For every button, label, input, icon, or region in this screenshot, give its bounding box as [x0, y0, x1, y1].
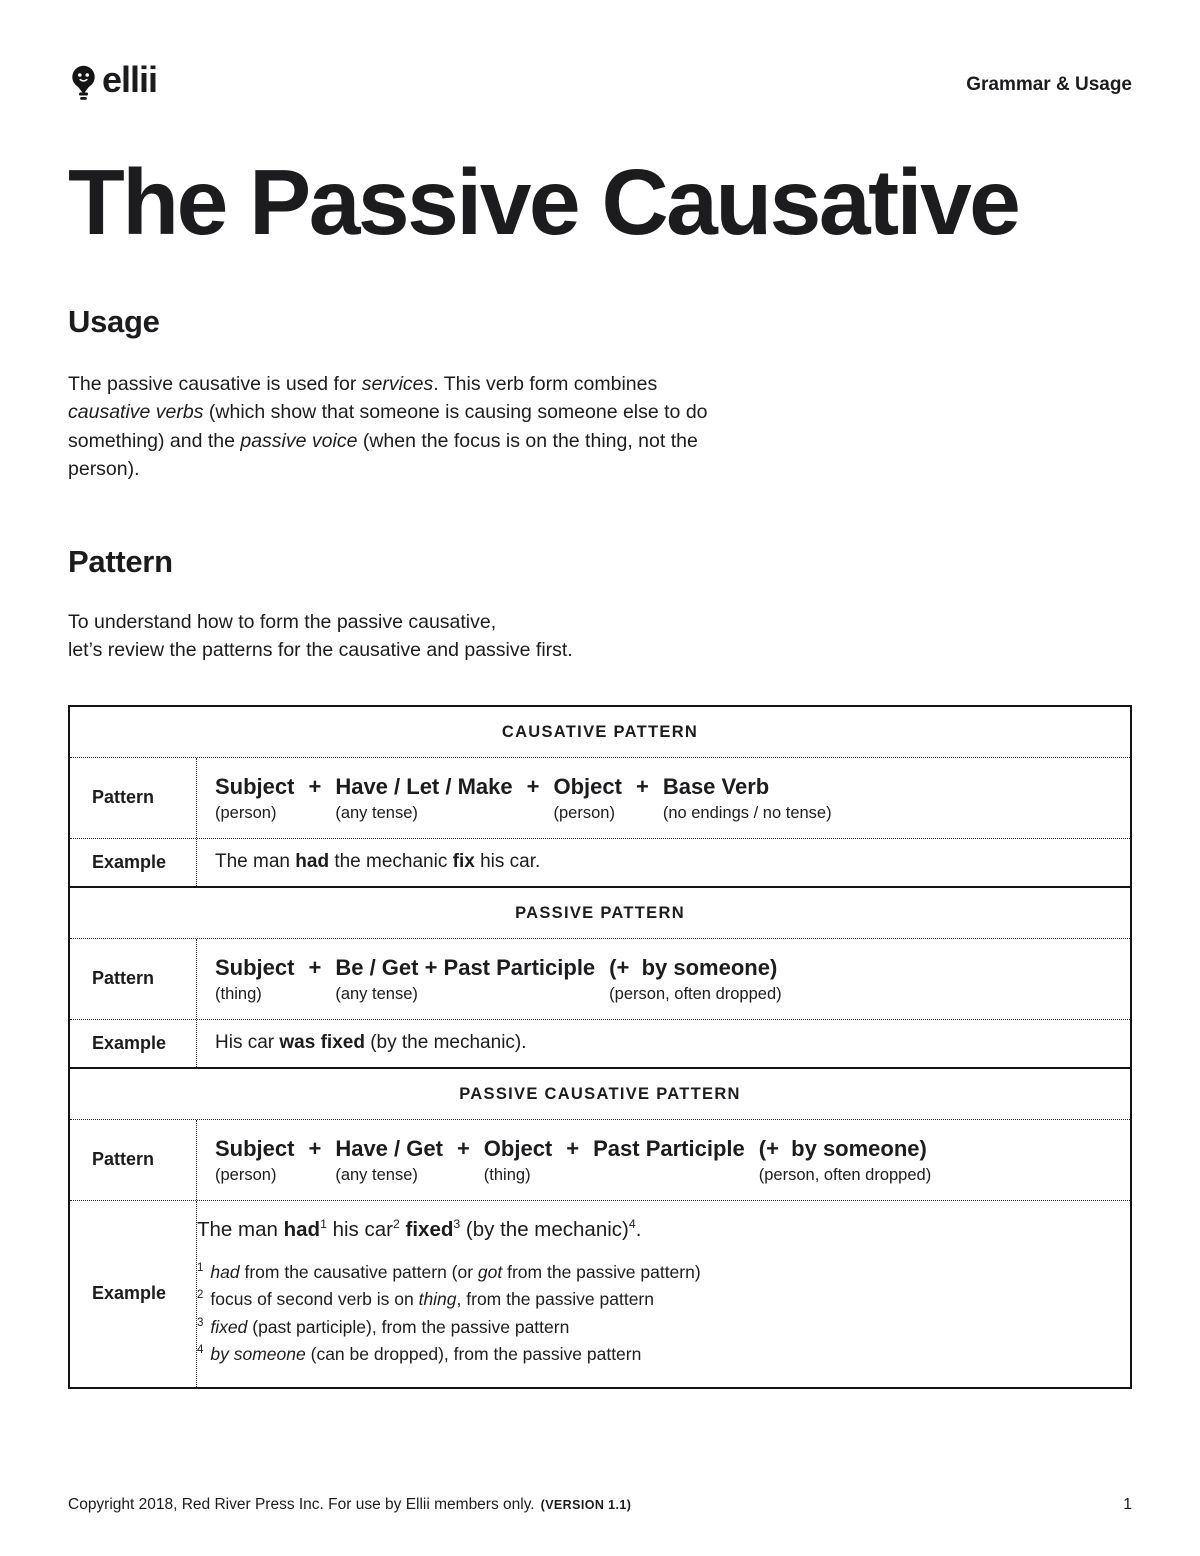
- formula-term-block: Have / Get (any tense): [335, 1135, 443, 1184]
- pattern-intro: To understand how to form the passive causative, let’s review the patterns for the causative and passive first.: [68, 610, 573, 662]
- doc-type-label: Grammar & Usage: [966, 74, 1132, 95]
- causative-example: The man had the mechanic fix his car.: [215, 850, 541, 872]
- passive-causative-example: The man had$^1$ his car$^2$ fixed$^3$ (by the mechanic)$^4$.: [197, 1216, 642, 1241]
- example-row: [70, 838, 1130, 886]
- row-label-pattern: Pattern: [70, 939, 197, 1019]
- grammar-pattern-table: [68, 705, 1132, 1389]
- usage-heading: Usage: [68, 303, 160, 339]
- plus-separator: +: [526, 773, 540, 799]
- lightbulb-face-icon: [68, 62, 99, 102]
- table-section-passive-causative: [70, 1067, 1130, 1387]
- formula-term-block: (+ by someone) (person, often dropped): [758, 1135, 932, 1184]
- page-number: 1: [1123, 1496, 1132, 1513]
- pattern-row: [70, 758, 1130, 838]
- plus-separator: +: [635, 773, 649, 799]
- page-title: The Passive Causative: [68, 150, 1019, 254]
- version-label: (VERSION 1.1): [540, 1498, 632, 1512]
- formula-term-block: Subject (person): [215, 1135, 295, 1184]
- formula-term-block: Subject (thing): [215, 954, 295, 1003]
- formula-term-block: Subject (person): [215, 773, 295, 822]
- example-row: [70, 1200, 1130, 1387]
- section-title: PASSIVE CAUSATIVE PATTERN: [70, 1069, 1130, 1120]
- causative-formula: [215, 758, 1130, 838]
- passive-formula: [215, 939, 1130, 1019]
- footnote: $^4$ by someone (can be dropped), from the passive pattern: [197, 1344, 642, 1365]
- section-title: CAUSATIVE PATTERN: [70, 707, 1130, 758]
- top-bar: [68, 0, 1132, 102]
- table-section-causative: [70, 707, 1130, 886]
- row-label-example: Example: [70, 1020, 197, 1067]
- row-label-pattern: Pattern: [70, 758, 197, 838]
- usage-paragraph: The passive causative is used for services. This verb form combines causative verbs (which show that someone is causing someone else to do something) and the passive voice (when the focus is on the thing, not the person).: [68, 372, 708, 481]
- copyright-text: Copyright 2018, Red River Press Inc. For use by Ellii members only.: [68, 1496, 535, 1513]
- passive-example: His car was fixed (by the mechanic).: [215, 1031, 527, 1053]
- formula-term-block: Be / Get + Past Participle (any tense): [335, 954, 596, 1003]
- formula-term-block: Object (thing): [483, 1135, 553, 1184]
- row-label-example: Example: [70, 1201, 197, 1387]
- logo-text: ellii: [102, 59, 158, 100]
- footnote: $^3$ fixed (past participle), from the passive pattern: [197, 1316, 570, 1337]
- passive-causative-formula: [215, 1120, 1130, 1200]
- table-section-passive: [70, 886, 1130, 1067]
- row-label-pattern: Pattern: [70, 1120, 197, 1200]
- ellii-logo: [68, 59, 158, 102]
- plus-separator: +: [308, 1135, 322, 1161]
- pattern-heading: Pattern: [68, 543, 173, 579]
- plus-separator: +: [566, 1135, 580, 1161]
- plus-separator: +: [456, 1135, 470, 1161]
- pattern-row: [70, 939, 1130, 1019]
- page-footer: [68, 1496, 1132, 1514]
- section-title: PASSIVE PATTERN: [70, 888, 1130, 939]
- example-row: [70, 1019, 1130, 1067]
- footnote: $^2$ focus of second verb is on thing, from the passive pattern: [197, 1289, 654, 1310]
- formula-term-block: Past Participle: [593, 1135, 745, 1161]
- row-label-example: Example: [70, 839, 197, 886]
- copyright-line: [68, 1496, 631, 1514]
- plus-separator: +: [308, 954, 322, 980]
- formula-term-block: Object (person): [553, 773, 622, 822]
- footnote: $^1$ had from the causative pattern (or got from the passive pattern): [197, 1261, 701, 1282]
- plus-separator: +: [308, 773, 322, 799]
- formula-term-block: (+ by someone) (person, often dropped): [609, 954, 782, 1003]
- example-footnotes: [197, 1259, 1130, 1369]
- formula-term-block: Have / Let / Make (any tense): [335, 773, 513, 822]
- pattern-row: [70, 1120, 1130, 1200]
- formula-term-block: Base Verb (no endings / no tense): [662, 773, 832, 822]
